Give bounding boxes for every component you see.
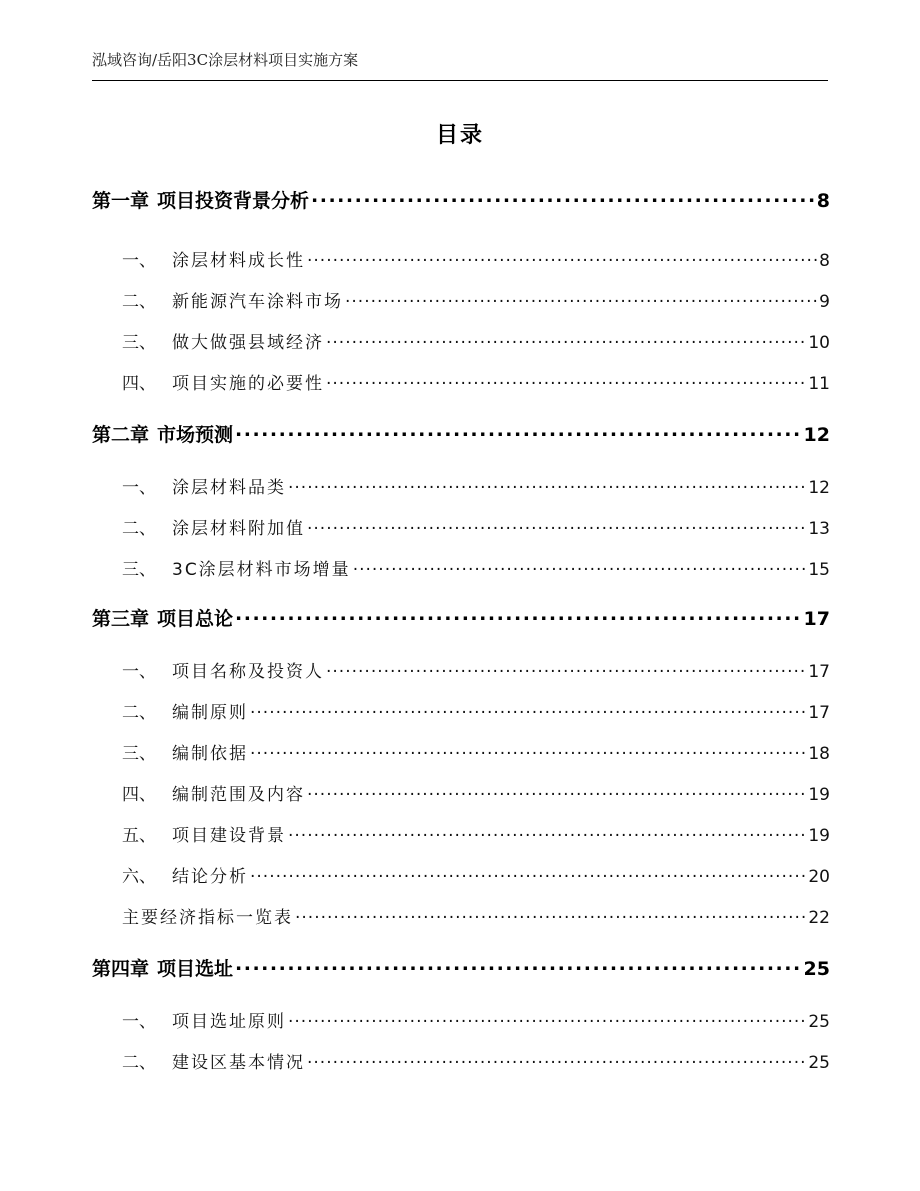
table-of-contents	[92, 0, 830, 1191]
chapter-number: 第四章	[92, 958, 150, 980]
dot-leader	[326, 331, 806, 348]
section-number: 四、	[122, 374, 156, 394]
section-number: 二、	[122, 519, 156, 539]
section-title: 编制原则	[172, 703, 248, 723]
section-number: 六、	[122, 867, 156, 887]
section-number: 三、	[122, 333, 156, 353]
section-title: 项目名称及投资人	[172, 662, 324, 682]
section-number: 三、	[122, 744, 156, 764]
toc-section[interactable]	[92, 328, 830, 353]
section-title: 建设区基本情况	[172, 1053, 305, 1073]
toc-section[interactable]	[92, 903, 830, 928]
dot-leader	[307, 783, 806, 800]
toc-title: 目录	[435, 123, 484, 148]
section-number: 二、	[122, 703, 156, 723]
toc-chapter-1[interactable]	[92, 186, 830, 213]
page-number: 18	[808, 744, 830, 764]
toc-section[interactable]	[92, 287, 830, 312]
section-title: 涂层材料品类	[172, 478, 286, 498]
page-number: 8	[816, 190, 830, 212]
toc-chapter-3[interactable]	[92, 604, 830, 631]
section-title: 项目建设背景	[172, 826, 286, 846]
section-number: 五、	[122, 826, 156, 846]
toc-section[interactable]	[92, 514, 830, 539]
dot-leader	[307, 1051, 806, 1068]
page-number: 12	[803, 424, 830, 446]
section-number: 二、	[122, 1053, 156, 1073]
dot-leader	[326, 372, 806, 389]
page-number: 11	[808, 374, 830, 394]
section-number: 三、	[122, 560, 156, 580]
section-title: 涂层材料成长性	[172, 251, 305, 271]
page-number: 12	[808, 478, 830, 498]
chapter-number: 第三章	[92, 608, 150, 630]
dot-leader	[345, 290, 817, 307]
section-title: 编制范围及内容	[172, 785, 305, 805]
dot-leader	[353, 558, 807, 575]
chapter-title: 项目选址	[157, 958, 234, 980]
toc-chapter-2[interactable]	[92, 420, 830, 447]
dot-leader	[250, 742, 806, 759]
section-title: 做大做强县域经济	[172, 333, 324, 353]
toc-section[interactable]	[92, 473, 830, 498]
section-number: 一、	[122, 662, 156, 682]
page-number: 25	[808, 1053, 830, 1073]
chapter-number: 第一章	[92, 190, 150, 212]
page-number: 15	[808, 560, 830, 580]
page-number: 25	[808, 1012, 830, 1032]
toc-section[interactable]	[92, 780, 830, 805]
toc-chapter-4[interactable]	[92, 954, 830, 981]
section-title: 项目选址原则	[172, 1012, 286, 1032]
toc-section[interactable]	[92, 1007, 830, 1032]
dot-leader	[288, 824, 806, 841]
toc-section[interactable]	[92, 555, 830, 580]
toc-section[interactable]	[92, 369, 830, 394]
page-number: 10	[808, 333, 830, 353]
chapter-number: 第二章	[92, 424, 150, 446]
page-number: 17	[803, 608, 830, 630]
chapter-title: 市场预测	[157, 424, 234, 446]
dot-leader	[235, 606, 802, 625]
page-number: 19	[808, 826, 830, 846]
dot-leader	[288, 476, 806, 493]
section-title: 编制依据	[172, 744, 248, 764]
section-number: 一、	[122, 478, 156, 498]
page-number: 20	[808, 867, 830, 887]
toc-section[interactable]	[92, 739, 830, 764]
dot-leader	[250, 701, 806, 718]
section-title: 项目实施的必要性	[172, 374, 324, 394]
dot-leader	[288, 1010, 806, 1027]
page-number: 17	[808, 703, 830, 723]
section-title: 3C涂层材料市场增量	[172, 560, 351, 580]
section-title: 结论分析	[172, 867, 248, 887]
section-number: 一、	[122, 251, 156, 271]
chapter-title: 项目总论	[157, 608, 234, 630]
dot-leader	[326, 660, 806, 677]
section-title: 主要经济指标一览表	[122, 908, 293, 928]
page-number: 13	[808, 519, 830, 539]
page-number: 19	[808, 785, 830, 805]
page-number: 17	[808, 662, 830, 682]
section-number: 二、	[122, 292, 156, 312]
dot-leader	[295, 906, 806, 923]
toc-section[interactable]	[92, 821, 830, 846]
running-header: 泓域咨询/岳阳3C涂层材料项目实施方案	[92, 51, 359, 69]
toc-section[interactable]	[92, 246, 830, 271]
page-number: 22	[808, 908, 830, 928]
section-title: 涂层材料附加值	[172, 519, 305, 539]
page-number: 9	[819, 292, 830, 312]
dot-leader	[307, 517, 806, 534]
page-number: 8	[819, 251, 830, 271]
page-number: 25	[803, 958, 830, 980]
toc-section[interactable]	[92, 698, 830, 723]
toc-section[interactable]	[92, 657, 830, 682]
dot-leader	[311, 188, 815, 207]
toc-section[interactable]	[92, 862, 830, 887]
section-number: 一、	[122, 1012, 156, 1032]
section-title: 新能源汽车涂料市场	[172, 292, 343, 312]
chapter-title: 项目投资背景分析	[157, 190, 310, 212]
dot-leader	[307, 249, 817, 266]
section-number: 四、	[122, 785, 156, 805]
dot-leader	[235, 956, 802, 975]
dot-leader	[250, 865, 806, 882]
toc-section[interactable]	[92, 1048, 830, 1073]
dot-leader	[235, 422, 802, 441]
